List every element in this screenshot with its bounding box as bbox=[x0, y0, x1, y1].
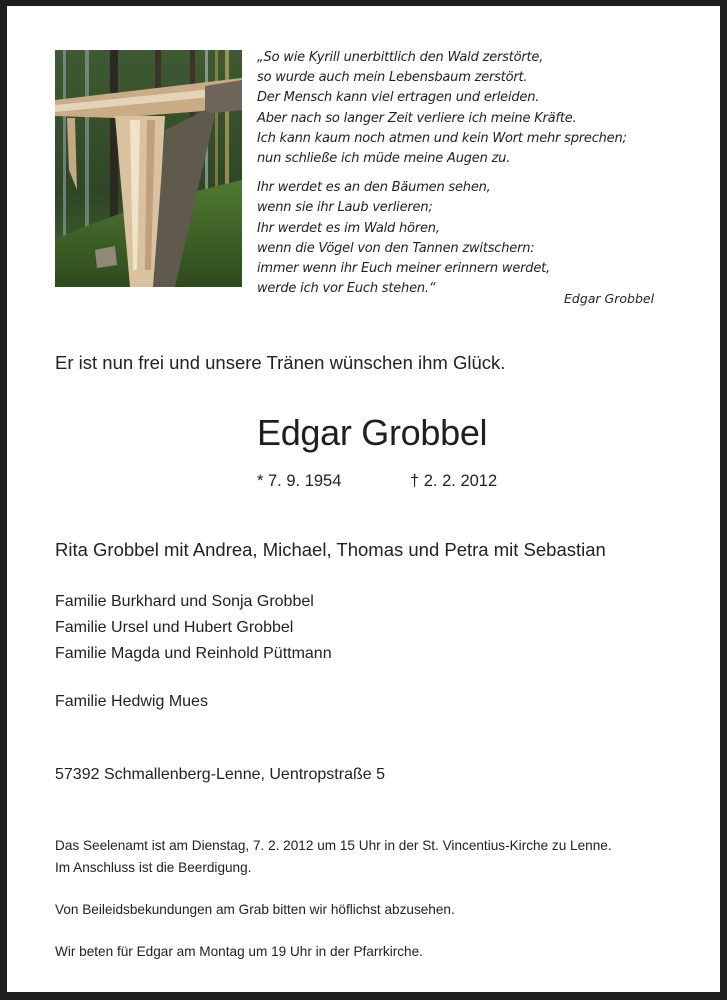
motto: Er ist nun frei und unsere Tränen wünschen ihm Glück. bbox=[55, 352, 506, 373]
poem-line: wenn die Vögel von den Tannen zwitschern: bbox=[257, 240, 535, 256]
poem-line: immer wenn ihr Euch meiner erinnern werdet, bbox=[257, 261, 550, 277]
family-entry: Familie Magda und Reinhold Püttmann bbox=[55, 645, 332, 662]
family-entry: Familie Burkhard und Sonja Grobbel bbox=[55, 593, 314, 610]
poem-signature: Edgar Grobbel bbox=[564, 291, 655, 306]
poem-line: Ihr werdet es an den Bäumen sehen, bbox=[257, 180, 491, 196]
broken-tree-photo bbox=[55, 50, 242, 287]
poem-line: Aber nach so langer Zeit verliere ich meine Kräfte. bbox=[257, 110, 577, 126]
families-list bbox=[55, 589, 332, 715]
poem-line: „So wie Kyrill unerbittlich den Wald zerstörte, bbox=[257, 50, 544, 65]
poem-line: nun schließe ich müde meine Augen zu. bbox=[257, 151, 511, 167]
broken-tree-image-icon bbox=[55, 50, 242, 287]
death-date: † 2. 2. 2012 bbox=[410, 472, 498, 490]
address: 57392 Schmallenberg-Lenne, Uentropstraße 5 bbox=[55, 766, 385, 783]
funeral-notes bbox=[55, 835, 612, 963]
deceased-name: Edgar Grobbel bbox=[257, 412, 488, 453]
poem-line: Der Mensch kann viel ertragen und erleiden. bbox=[257, 90, 540, 106]
service-info: Das Seelenamt ist am Dienstag, 7. 2. 2012 um 15 Uhr in der St. Vincentius-Kirche zu Lenne. bbox=[55, 838, 612, 853]
condolence-note: Von Beileidsbekundungen am Grab bitten wir höflichst abzusehen. bbox=[55, 902, 455, 917]
poem bbox=[257, 48, 687, 308]
poem-stanza-2 bbox=[257, 178, 687, 299]
birth-date: * 7. 9. 1954 bbox=[257, 472, 342, 490]
poem-line: werde ich vor Euch stehen.“ bbox=[257, 281, 436, 297]
prayer-note: Wir beten für Edgar am Montag um 19 Uhr in der Pfarrkirche. bbox=[55, 944, 423, 959]
spacer bbox=[55, 879, 612, 899]
poem-line: wenn sie ihr Laub verlieren; bbox=[257, 200, 433, 216]
family-entry: Familie Hedwig Mues bbox=[55, 693, 208, 710]
mourners-line: Rita Grobbel mit Andrea, Michael, Thomas und Petra mit Sebastian bbox=[55, 539, 606, 560]
poem-stanza-1 bbox=[257, 48, 687, 169]
poem-line: so wurde auch mein Lebensbaum zerstört. bbox=[257, 70, 528, 86]
poem-line: Ihr werdet es im Wald hören, bbox=[257, 220, 440, 236]
burial-info: Im Anschluss ist die Beerdigung. bbox=[55, 860, 252, 875]
obituary-page bbox=[7, 6, 720, 992]
poem-line: Ich kann kaum noch atmen und kein Wort mehr sprechen; bbox=[257, 130, 627, 146]
spacer bbox=[55, 921, 612, 941]
spacer bbox=[55, 667, 332, 689]
family-entry: Familie Ursel und Hubert Grobbel bbox=[55, 619, 294, 636]
